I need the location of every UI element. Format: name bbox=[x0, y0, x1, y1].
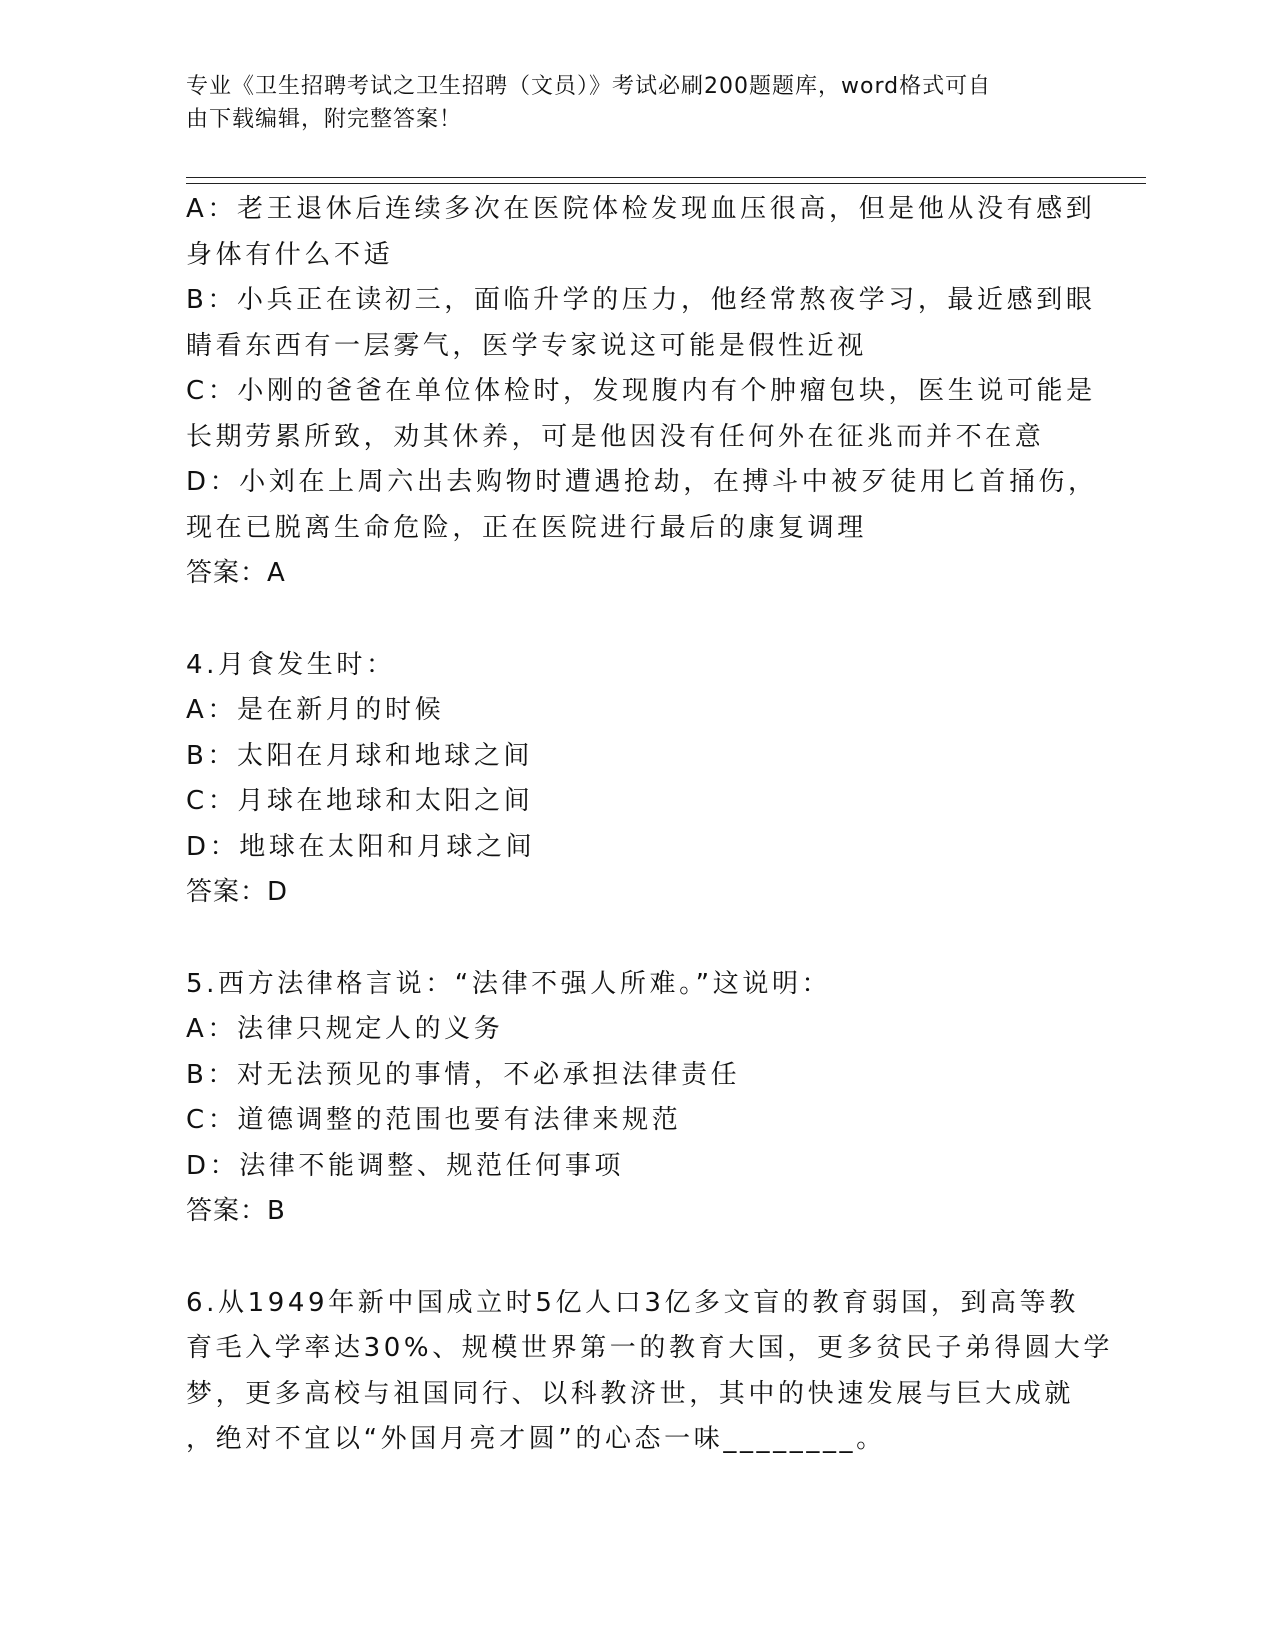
option-a: A：是在新月的时候 bbox=[186, 695, 445, 725]
question-stem: 4.月食发生时： bbox=[186, 649, 396, 680]
option-b-continued: 睛看东西有一层雾气，医学专家说这可能是假性近视 bbox=[186, 330, 867, 361]
option-c: C：月球在地球和太阳之间 bbox=[186, 786, 534, 816]
option-b: B：对无法预见的事情，不必承担法律责任 bbox=[186, 1059, 741, 1090]
option-c: C：小刚的爸爸在单位体检时，发现腹内有个肿瘤包块，医生说可能是 bbox=[186, 376, 1096, 406]
question-stem: 6.从1949年新中国成立时5亿人口3亿多文盲的教育弱国，到高等教 bbox=[186, 1287, 1079, 1318]
option-b: B：小兵正在读初三，面临升学的压力，他经常熬夜学习，最近感到眼 bbox=[186, 285, 1096, 315]
answer-line: 答案：D bbox=[186, 877, 289, 907]
header-divider bbox=[186, 183, 1146, 184]
option-d: D：小刘在上周六出去购物时遭遇抢劫，在搏斗中被歹徒用匕首捅伤， bbox=[186, 467, 1098, 497]
option-a-continued: 身体有什么不适 bbox=[186, 239, 394, 270]
option-d: D：法律不能调整、规范任何事项 bbox=[186, 1150, 625, 1181]
question-3 bbox=[186, 187, 1098, 597]
option-d-continued: 现在已脱离生命危险，正在医院进行最后的康复调理 bbox=[186, 512, 867, 543]
answer-line: 答案：A bbox=[186, 558, 286, 588]
question-5 bbox=[186, 962, 1086, 1235]
question-stem-continued: 梦，更多高校与祖国同行、以科教济世，其中的快速发展与巨大成就 bbox=[186, 1378, 1075, 1409]
question-4 bbox=[186, 643, 1086, 916]
option-b: B：太阳在月球和地球之间 bbox=[186, 740, 534, 771]
answer-line: 答案：B bbox=[186, 1196, 286, 1226]
question-list bbox=[186, 187, 1113, 1463]
option-a: A：老王退休后连续多次在医院体检发现血压很高，但是他从没有感到 bbox=[186, 194, 1096, 224]
document-header bbox=[186, 70, 1066, 136]
option-a: A：法律只规定人的义务 bbox=[186, 1014, 504, 1044]
option-c: C：道德调整的范围也要有法律来规范 bbox=[186, 1105, 682, 1135]
question-stem-continued: ，绝对不宜以“外国月亮才圆”的心态一味________。 bbox=[186, 1424, 886, 1454]
question-6 bbox=[186, 1281, 1113, 1463]
option-d: D：地球在太阳和月球之间 bbox=[186, 831, 536, 862]
option-c-continued: 长期劳累所致，劝其休养，可是他因没有任何外在征兆而并不在意 bbox=[186, 421, 1045, 452]
header-line: 专业《卫生招聘考试之卫生招聘（文员）》考试必刷200题题库，word格式可自 bbox=[186, 74, 992, 99]
header-line: 由下载编辑，附完整答案！ bbox=[186, 107, 463, 132]
header-divider bbox=[186, 177, 1146, 178]
question-stem-continued: 育毛入学率达30%、规模世界第一的教育大国，更多贫民子弟得圆大学 bbox=[186, 1333, 1113, 1363]
question-stem: 5.西方法律格言说：“法律不强人所难。”这说明： bbox=[186, 968, 832, 999]
